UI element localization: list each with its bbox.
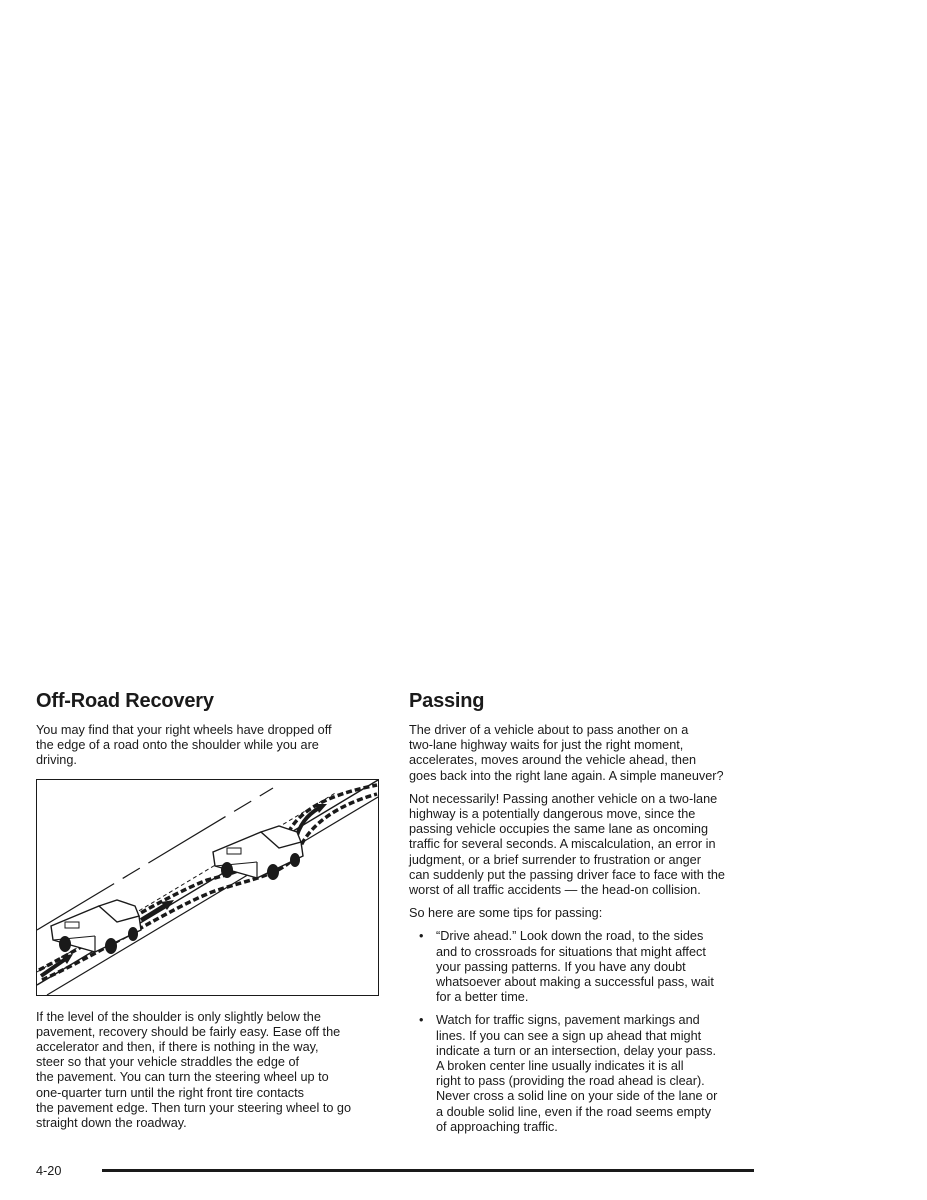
- shoulder-edge-line: [47, 797, 378, 995]
- off-road-recovery-illustration: [36, 779, 379, 996]
- section-heading-off-road-recovery: Off-Road Recovery: [36, 690, 214, 712]
- page-number: 4-20: [36, 1164, 62, 1178]
- list-item: [409, 929, 759, 1005]
- right-column: [409, 690, 759, 1143]
- passing-paragraph-3: So here are some tips for passing:: [409, 906, 603, 921]
- passing-paragraph-1: The driver of a vehicle about to pass another on a two-lane highway waits for just the right moment, accelerates, moves around the vehicle ahead, then goes back into the right lane again. A simple maneuver?: [409, 723, 724, 783]
- bullet-icon: •: [419, 929, 424, 944]
- section-heading-passing: Passing: [409, 690, 485, 712]
- passing-tips-list: [409, 929, 759, 1135]
- list-item: [409, 1013, 759, 1135]
- road-recovery-drawing: [37, 780, 378, 995]
- list-item-text: Watch for traffic signs, pavement markings and lines. If you can see a sign up ahead that might indicate a turn or an intersection, delay your pass. A broken center line usually indicates it is all right to pass (providing the road ahead is clear). Never cross a solid line on your side of the lane or a double solid line, even if the road seems empty of approaching traffic.: [436, 1013, 718, 1134]
- left-column: [36, 690, 386, 1139]
- off-road-intro-paragraph: You may find that your right wheels have dropped off the edge of a road onto the shoulder while you are driving.: [36, 723, 332, 768]
- pavement-edge-line: [37, 780, 378, 985]
- footer-rule: [102, 1169, 754, 1172]
- pickup-truck-front: [213, 826, 303, 880]
- passing-paragraph-2: Not necessarily! Passing another vehicle on a two-lane highway is a potentially dangerous move, since the passing vehicle occupies the same lane as oncoming traffic for several seconds. A miscalculation, an error in judgment, or a brief surrender to frustration or anger can suddenly put the passing driver face to face with the worst of all traffic accidents — the head-on collision.: [409, 791, 725, 898]
- list-item-text: “Drive ahead.” Look down the road, to the sides and to crossroads for situations that might affect your passing patterns. If you have any doubt whatsoever about making a successful pass, wait for a better time.: [436, 929, 714, 1005]
- pickup-truck-rear: [51, 900, 141, 954]
- off-road-body-paragraph: If the level of the shoulder is only slightly below the pavement, recovery should be fairly easy. Ease off the accelerator and then, if there is nothing in the way, steer so that your vehicle straddles the edge of the pavement. You can turn the steering wheel up to one-quarter turn until the right front tire contacts the pavement edge. Then turn your steering wheel to go straight down the roadway.: [36, 1009, 352, 1131]
- bullet-icon: •: [419, 1013, 424, 1028]
